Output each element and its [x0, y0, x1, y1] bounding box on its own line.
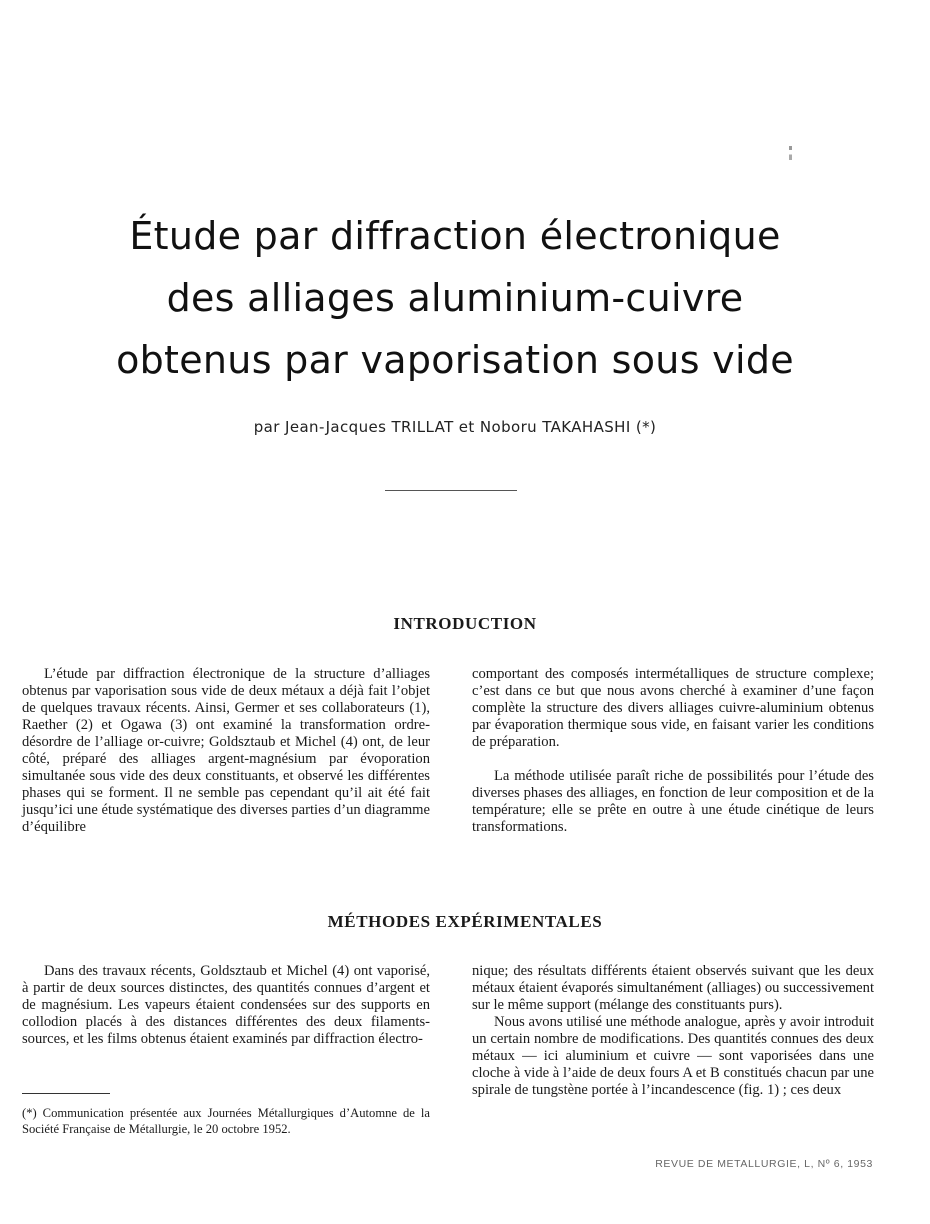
paragraph: Nous avons utilisé une méthode analogue, après y avoir introduit un certain nombre de modifications. Des quantités connues des deux métaux — ici aluminium et cuivre — sont vaporisées dans une cloche à vide à l’aide de deux fours A et B constitués chacun par une spirale de tungstène portée à l’incandescence (fig. 1) ; ces deux: [472, 1014, 874, 1098]
title-line: Étude par diffraction électronique: [129, 214, 781, 258]
paragraph: La méthode utilisée paraît riche de possibilités pour l’étude des diverses phases des alliages, en fonction de leur composition et de la température; elle se prête en outre à une étude cinétique de leurs transformations.: [472, 768, 874, 835]
methodes-left-column: [22, 963, 430, 1048]
paragraph: comportant des composés intermétalliques de structure complexe; c’est dans ce but que nous avons cherché à examiner d’une façon complète la structure des divers alliages cuivre-aluminium obtenus par évaporation thermique sous vide, en faisant varier les conditions de préparation.: [472, 666, 874, 750]
intro-right-column: [472, 666, 874, 836]
title-line: des alliages aluminium-cuivre: [166, 276, 744, 320]
section-heading-methodes: MÉTHODES EXPÉRIMENTALES: [327, 912, 603, 931]
paragraph: Dans des travaux récents, Goldsztaub et Michel (4) ont vaporisé, à partir de deux sources distinctes, des quantités connues d’argent et de magnésium. Les vapeurs étaient condensées sur des supports en collodion placés à des distances différentes des deux filaments-sources, et les films obtenus étaient examinés par diffraction électro-: [22, 963, 430, 1047]
title-separator: [385, 490, 517, 491]
intro-left-column: [22, 666, 430, 836]
section-heading-introduction: INTRODUCTION: [393, 614, 537, 633]
title-line: obtenus par vaporisation sous vide: [116, 338, 794, 382]
journal-reference: REVUE DE METALLURGIE, L, Nº 6, 1953: [655, 1158, 873, 1170]
scan-mark: [789, 146, 792, 160]
footnote-separator: [22, 1093, 110, 1094]
footnote: (*) Communication présentée aux Journées Métallurgiques d’Automne de la Société Française de Métallurgie, le 20 octobre 1952.: [22, 1106, 430, 1136]
paragraph: L’étude par diffraction électronique de la structure d’alliages obtenus par vaporisation sous vide de deux métaux a déjà fait l’objet de quelques travaux récents. Ainsi, Germer et ses collaborateurs (1), Raether (2) et Ogawa (3) ont examiné la transformation ordre-désordre de l’alliage or-cuivre; Goldsztaub et Michel (4) ont, de leur côté, préparé des alliages argent-magnésium par évoporation simultanée sous vide des deux constituants, et observé les différentes phases qui se forment. Il ne semble pas cependant qu’il ait été fait jusqu’ici une étude systématique des diverses parties d’un diagramme d’équilibre: [22, 666, 430, 835]
author-line: par Jean-Jacques TRILLAT et Noboru TAKAHASHI (*): [253, 418, 657, 436]
paragraph: nique; des résultats différents étaient observés suivant que les deux métaux étaient évaporés simultanément (alliages) ou successivement sur le même support (mélange des constituants purs).: [472, 963, 874, 1013]
article-title: [60, 205, 850, 391]
methodes-right-column: [472, 963, 874, 1099]
